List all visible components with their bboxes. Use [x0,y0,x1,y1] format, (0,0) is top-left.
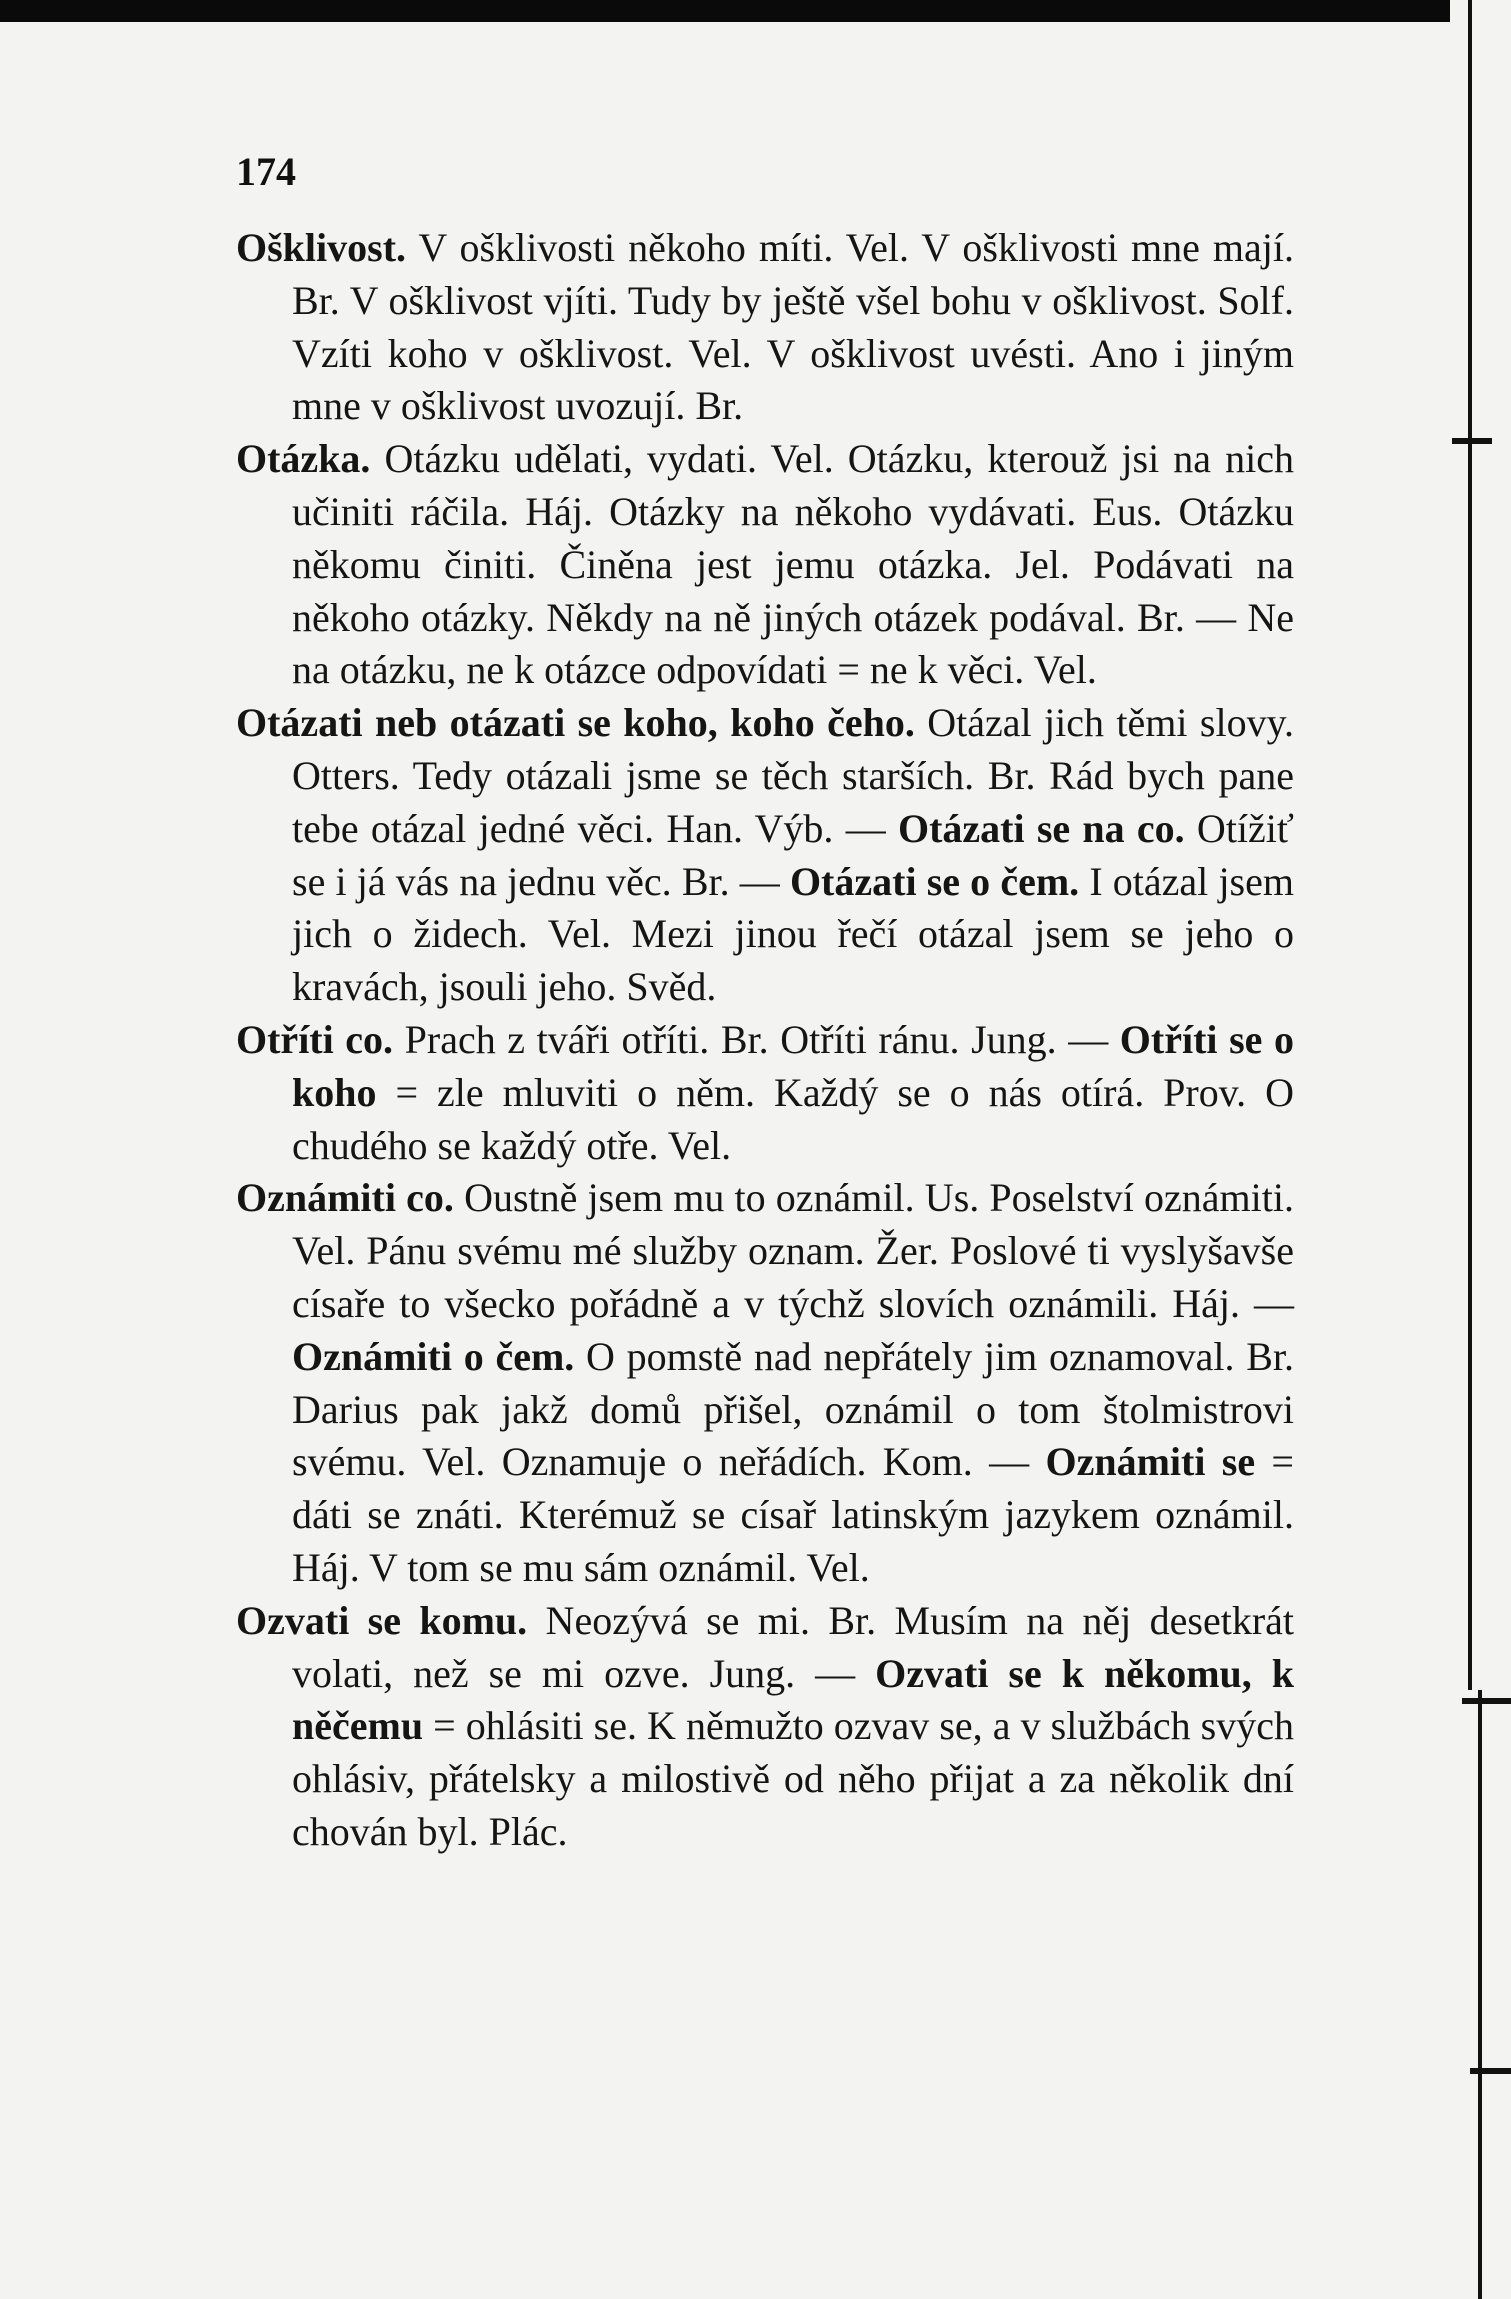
headword: Otříti co. [236,1016,394,1062]
entry-text: Prach z tváři otříti. Br. Otříti ránu. Jung. — [393,1016,1120,1062]
entry-text: Oustně jsem mu to oznámil. Us. Poselství oznámiti. Vel. Pánu svému mé služby oznam. Žer. Poslové ti vyslyšavše císaře to všecko pořádně a v týchž slovích oznámili. Háj. — [292,1175,1295,1326]
entry-text: = ohlásiti se. K němužto ozvav se, a v službách svých ohlásiv, přátelsky a milostivě od něho přijat a za několik dní chován byl. Plác. [292,1703,1294,1854]
page-number: 174 [236,149,296,194]
entry-text: Otázku udělati, vydati. Vel. Otázku, kterouž jsi na nich učiniti ráčila. Háj. Otázky na někoho vydávati. Eus. Otázku někomu činiti. Činěna jest jemu otázka. Jel. Podávati na někoho otázky. Někdy na ně jiných otázek podával. Br. — Ne na otázku, ne k otázce odpovídati = ne k věci. Vel. [292,436,1294,693]
headword: Oznámiti co. [236,1175,454,1221]
dictionary-entry [236,1172,1294,1594]
margin-tick [1452,438,1492,444]
entry-text: Otázal jich těmi slovy. Otters. Tedy otázali jsme se těch starších. Br. Rád bych pane tebe otázal jedné věci. Han. Výb. — [292,700,1295,851]
dictionary-entry [236,1595,1294,1859]
headword: Otříti se o koho [292,1016,1294,1115]
dictionary-entry [236,1014,1294,1172]
entry-text: I otázal jsem jich o židech. Vel. Mezi jinou řečí otázal jsem se jeho o kravách, jsouli jeho. Svěd. [292,858,1294,1010]
margin-tick [1462,1698,1511,1704]
dictionary-entry [236,222,1294,433]
entry-text: = zle mluviti o něm. Každý se o nás otírá. Prov. O chudého se každý otře. Vel. [292,1069,1294,1168]
dictionary-entry [236,697,1294,1014]
headword: Otázati se o čem. [789,858,1080,904]
entry-text: Otížiť se i já vás na jednu věc. Br. — [292,805,1294,904]
headword: Ošklivost. [236,225,407,270]
headword: Ozvati se k někomu, k něčemu [292,1650,1294,1749]
entry-text: = dáti se znáti. Kterémuž se císař latinským jazykem oznámil. Háj. V tom se mu sám oznámil. Vel. [292,1439,1294,1590]
headword: Otázati se na co. [897,805,1185,851]
dictionary-text [236,222,1294,1859]
headword: Otázka. [236,436,371,482]
margin-rule-lower [1478,1690,1482,2299]
entry-text: O pomstě nad nepřátely jim oznamoval. Br. Darius pak jakž domů přišel, oznámil o tom štolmistrovi svému. Vel. Oznamuje o neřádích. Kom. — [292,1333,1295,1485]
headword: Ozvati se komu. [236,1597,528,1643]
dictionary-entry [236,433,1294,697]
entry-text: Neozývá se mi. Br. Musím na něj desetkrát volati, než se mi ozve. Jung. — [292,1597,1295,1696]
headword: Oznámiti o čem. [292,1333,575,1379]
margin-tick [1470,2068,1511,2074]
margin-rule [1468,0,1472,1690]
headword: Oznámiti se [1045,1439,1256,1485]
headword: Otázati neb otázati se koho, koho čeho. [236,700,915,746]
entry-text: V ošklivosti někoho míti. Vel. V ošklivosti mne mají. Br. V ošklivost vjíti. Tudy by ještě všel bohu v ošklivost. Solf. Vzíti koho v ošklivost. Vel. V ošklivost uvésti. Ano i jiným mne v ošklivost uvozují. Br. [292,225,1294,429]
